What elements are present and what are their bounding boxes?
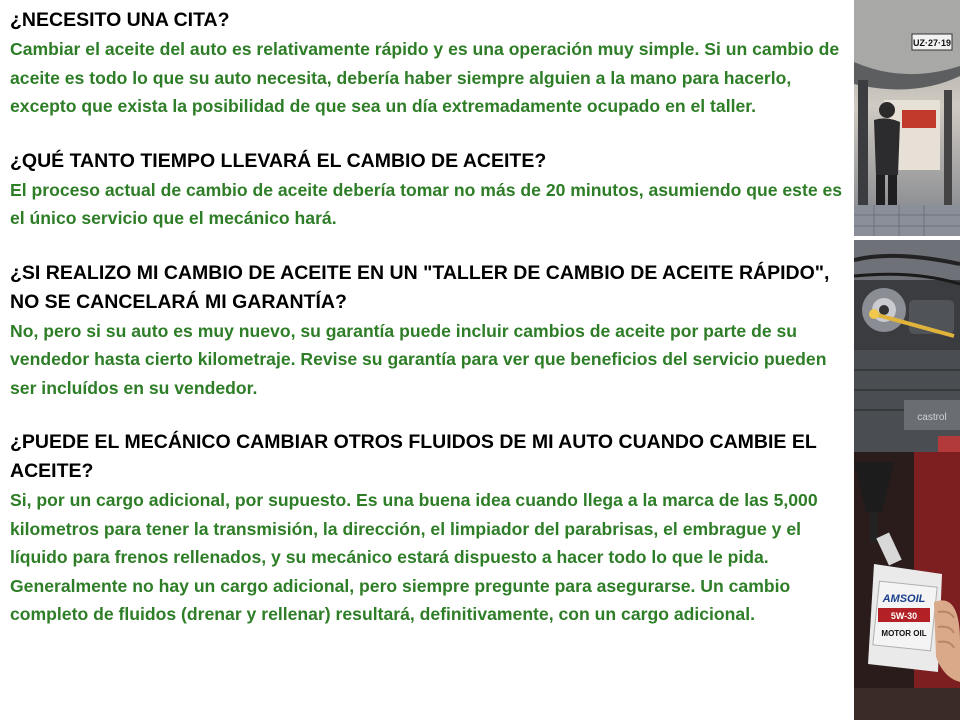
faq-answer: No, pero si su auto es muy nuevo, su garantía puede incluir cambios de aceite por parte de su vendedor hasta cierto kilometraje. Revise su garantía para ver que beneficios del servicio pueden ser incluídos en su vendedor.	[10, 320, 827, 398]
faq-item-duration	[10, 147, 852, 233]
faq-question: ¿PUEDE EL MECÁNICO CAMBIAR OTROS FLUIDOS DE MI AUTO CUANDO CAMBIE EL ACEITE?	[10, 431, 817, 482]
plate-text: UZ·27·19	[912, 38, 952, 48]
faq-item-other-fluids	[10, 428, 852, 629]
faq-answer: El proceso actual de cambio de aceite debería tomar no más de 20 minutos, asumiendo que este es el único servicio que el mecánico hará.	[10, 179, 843, 228]
garage-photo	[854, 0, 960, 236]
faq-question: ¿QUÉ TANTO TIEMPO LLEVARÁ EL CAMBIO DE ACEITE?	[10, 149, 547, 172]
bottle-product-text: MOTOR OIL	[881, 629, 927, 638]
faq-item-warranty	[10, 259, 852, 403]
faq-question: ¿NECESITO UNA CITA?	[10, 9, 230, 31]
faq-answer: Si, por un cargo adicional, por supuesto. Es una buena idea cuando llega a la marca de las 5,000 kilometros para tener la transmisión, la dirección, el limpiador del parabrisas, el embrague y el líquido para frenos rellenados, y su mecánico estará dispuesto a hacer todo lo que le pida. Generalmente no hay un cargo adicional, pero siempre pregunte para asegurarse. Un cambio completo de fluidos (drenar y rellenar) resultará, definitivamente, con un cargo adicional.	[10, 490, 818, 624]
faq-question: ¿SI REALIZO MI CAMBIO DE ACEITE EN UN "TALLER DE CAMBIO DE ACEITE RÁPIDO", NO SE CANCELARÁ MI GARANTÍA?	[10, 261, 830, 313]
oil-bottle-photo	[854, 452, 960, 720]
bottle-grade-text: 5W-30	[890, 611, 918, 621]
bottle-brand-text: AMSOIL	[882, 593, 926, 605]
faq-answer: Cambiar el aceite del auto es relativamente rápido y es una operación muy simple. Si un cambio de aceite es todo lo que su auto necesita, debería haber siempre alguien a la mano para hacerlo, excepto que exista la posibilidad de que sea un día extremadamente ocupado en el taller.	[10, 39, 840, 116]
faq-item-appointment	[10, 6, 852, 121]
faq-column	[10, 6, 852, 655]
photo-strip	[854, 0, 960, 720]
engine-photo	[854, 240, 960, 452]
engine-label-text: castrol	[917, 412, 947, 423]
